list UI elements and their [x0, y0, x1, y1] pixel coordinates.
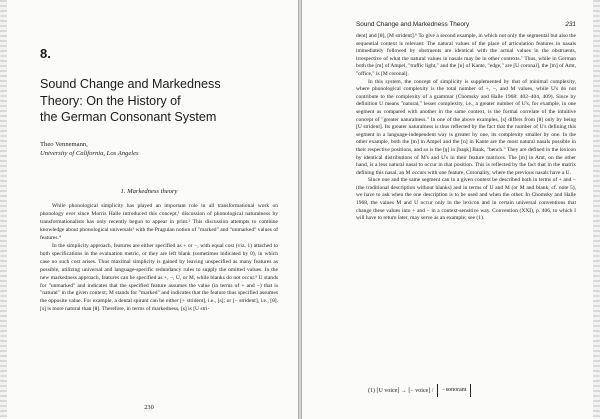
section-heading: 1. Markedness theory — [120, 188, 178, 195]
paragraph: In this system, the concept of simplicity is supplemented by that of minimal complexity, where phonological complexity is the total number of +, −, and M values, while U's do not contribute to the complexity of a grammar (Chomsky and Halle 1968: 402–404, 409). Since by definition U means "natural," lesser complexity, i.e., a greater number of U's, for example, in one segment as compared with another in the same context, is the formal correlate of the intuitive concept of "greater naturalness." In one of the above examples, [s] differs from [θ] only by being [U strident]. Its greater naturalness is thus reflected by the fact that the number of U's defining this segment in a language-independent way is greater by one, its complexity smaller by one. In the other example, both the [m] in Ampel and the [n] in Kante are the most natural nasals possible in their respective positions, and so is the [ŋ] in [baŋk] Bank, "bench." They are defined in the lexicon by identical distributions of M's and U's in their feature matrices. The [m] in Amt, on the other hand, is a less natural nasal to occur in that position. This is reflected by the fact that in the matrix defining this nasal, an M occurs with one feature, Coronality, where the previous nasals have a U. — [356, 78, 576, 176]
example-formula — [368, 384, 471, 397]
page-number: 230 — [144, 404, 154, 411]
paragraph: While phonological simplicity has played an important role in all transformational work on phonology ever since Morris Halle introduced this concept,¹ discussion of phonological naturalness by transformationalists has only recently begun to appear in print.² This discussion attempts to combine knowledge about phonological universals³ with the Praguian notion of "marked" and "unmarked" values of features.⁴ — [40, 203, 278, 241]
title-line: Sound Change and Markedness — [40, 77, 221, 91]
running-head — [356, 21, 576, 28]
page-edge — [0, 0, 7, 419]
feature-matrix — [437, 384, 471, 397]
paragraph: Since one and the same segment can in a given context be described both in terms of + and − (the traditional description without blanks) and in terms of U and M (or M and blank, cf. note 5), we have to ask when the one description is to be used and when the other. In Chomsky and Halle 1968, the values M and U occur only in the lexicon and in certain universal conventions that change these values into + and − in a context-sensitive way. Convention (XXI), p. 406, to which I will have to return later, may serve as an example; see (1). — [356, 177, 576, 222]
left-page — [0, 0, 298, 419]
formula-rule: (1) [U voice] → [− voice] / — [368, 387, 434, 394]
left-body-text — [40, 203, 278, 314]
right-page — [302, 0, 600, 419]
page-number: 231 — [565, 21, 576, 28]
running-head-title: Sound Change and Markedness Theory — [356, 21, 470, 28]
right-body-text — [356, 33, 576, 223]
feature-matrix-value: −sonorant — [442, 387, 467, 393]
page-edge — [593, 0, 600, 419]
author-name: Theo Vennemann, — [40, 141, 88, 148]
author-block — [40, 140, 139, 158]
author-affiliation: University of California, Los Angeles — [40, 150, 139, 157]
title-line: the German Consonant System — [40, 110, 217, 124]
chapter-number: 8. — [40, 46, 51, 61]
paragraph: dent] and [θ], [M strident].⁶ To give a second example, in which not only the segmental but also the sequential context is relevant: The natural values of the place of articulation features in nasals immediately followed by obstruents are identical with the actual values in the obstruents, irrespective of what the natural values in nasals may be in other contexts.⁷ Thus, while in German both the [m] of Ampel, "traffic light," and the [n] of Kante, "edge," are [U coronal], the [m] of Amt, "office," is [M coronal]. — [356, 33, 576, 77]
paragraph: In the simplicity approach, features are either specified as + or −, with equal cost (viz. 1) attached to both specifications in the evaluation metric, or they are left blank (sometimes indicated by 0), in which case no such cost arises. Thus maximal simplicity is gained by leaving unspecified as many features as possible, utilizing universal and language-specific redundancy rules to supply the omitted values. In the new markedness approach, features can be specified as +, −, U, or M, while blanks do not occur.⁵ U stands for "unmarked" and indicates that the specified feature assumes the value (in terms of + and −) that is "natural" in the given context; M stands for "marked" and indicates that the feature thus specified assumes the opposite value. For example, a dental spirant can be either [+ strident], i.e., [s]; or [− strident], i.e., [θ]. [s] is more natural than [θ]. Therefore, in terms of markedness, [s] is [U stri- — [40, 242, 278, 313]
title-line: Theory: On the History of — [40, 93, 181, 108]
chapter-title — [40, 76, 270, 126]
